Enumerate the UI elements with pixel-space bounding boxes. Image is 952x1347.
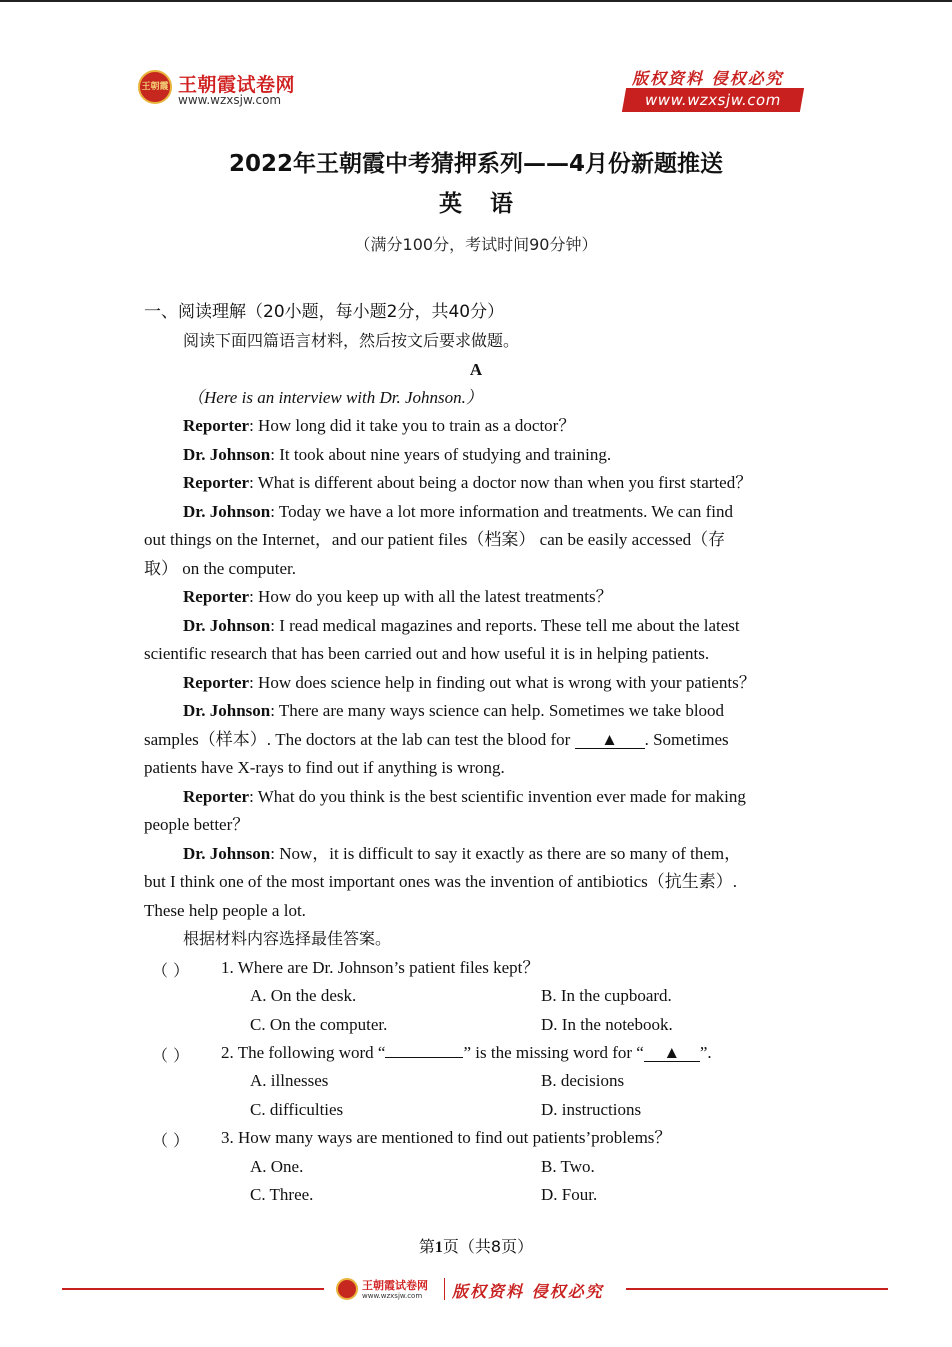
option-d[interactable]: D. Four. [541, 1185, 598, 1204]
dialogue-text: : What is different about being a doctor now than when you first started？ [249, 473, 753, 492]
dialogue-text: out things on the Internet，and our patient files（档案） can be easily accessed（存 [144, 530, 726, 549]
dialogue-line [183, 473, 752, 493]
section-instruction: 阅读下面四篇语言材料，然后按文后要求做题。 [183, 331, 520, 350]
dialogue-line [183, 616, 740, 636]
footer-logo-url: www.wzxsjw.com [362, 1292, 423, 1300]
dialogue-text: : What do you think is the best scientific invention ever made for making [249, 787, 746, 806]
dialogue-line [183, 416, 575, 436]
logo-name: 王朝霞试卷网 [178, 74, 296, 96]
page-number [0, 1234, 952, 1257]
option-c[interactable]: C. Three. [250, 1185, 314, 1204]
seal-text: 王朝霞 [141, 82, 169, 92]
option-a[interactable]: A. On the desk. [250, 986, 357, 1005]
footer-slogan: 版权资料 侵权必究 [452, 1282, 604, 1301]
answer-paren[interactable]: （ ） [152, 1131, 190, 1150]
speaker: Dr. Johnson [183, 616, 271, 635]
dialogue-text: These help people a lot. [144, 901, 306, 920]
exam-subject: 英语 [439, 191, 541, 217]
dialogue-text: : It took about nine years of studying and training. [270, 445, 612, 464]
dialogue-text: patients have X-rays to find out if anything is wrong. [144, 758, 505, 777]
dialogue-text: : I read medical magazines and reports. These tell me about the latest [270, 616, 740, 635]
speaker: Dr. Johnson [183, 701, 271, 720]
speaker: Reporter [183, 473, 250, 492]
question-text: 1. Where are Dr. Johnson’s patient files kept？ [221, 958, 540, 977]
option-d[interactable]: D. instructions [541, 1100, 642, 1119]
speaker: Reporter [183, 587, 250, 606]
option-c[interactable]: C. On the computer. [250, 1015, 388, 1034]
answer-blank: ▲ [575, 732, 645, 749]
page-post: 页（共8页） [442, 1237, 534, 1256]
logo-url: www.wzxsjw.com [178, 93, 282, 107]
dialogue-line [183, 844, 741, 864]
option-d[interactable]: D. In the notebook. [541, 1015, 673, 1034]
copyright-slogan: 版权资料 侵权必究 [632, 69, 784, 88]
speaker: Reporter [183, 787, 250, 806]
question-text [221, 1043, 712, 1063]
speaker: Reporter [183, 673, 250, 692]
dialogue-line [183, 787, 746, 807]
dialogue-text: : Now，it is difficult to say it exactly as there are so many of them， [270, 844, 742, 863]
question-text-post: ”. [699, 1043, 712, 1062]
option-c[interactable]: C. difficulties [250, 1100, 344, 1119]
footer-divider-right [626, 1288, 888, 1290]
footer-divider-left [62, 1288, 324, 1290]
dialogue-text: people better？ [144, 815, 250, 834]
dialogue-text: : There are many ways science can help. Sometimes we take blood [270, 701, 725, 720]
option-b[interactable]: B. Two. [541, 1157, 595, 1176]
seal-icon [138, 70, 172, 104]
exam-title: 2022年王朝霞中考猜押系列——4月份新题推送 [228, 151, 724, 177]
speaker: Dr. Johnson [183, 844, 271, 863]
dialogue-text: 取） on the computer. [144, 559, 297, 578]
option-a[interactable]: A. One. [250, 1157, 304, 1176]
dialogue-text: scientific research that has been carried out and how useful it is in helping patients. [144, 644, 710, 663]
speaker: Reporter [183, 416, 250, 435]
passage-label: A [469, 360, 483, 379]
dialogue-text: . Sometimes [644, 730, 729, 749]
speaker: Dr. Johnson [183, 502, 271, 521]
answer-paren[interactable]: （ ） [152, 961, 190, 980]
option-a[interactable]: A. illnesses [250, 1071, 329, 1090]
dialogue-text: : How do you keep up with all the latest treatments？ [249, 587, 613, 606]
footer-separator [444, 1278, 445, 1300]
top-border [0, 0, 952, 2]
answer-paren[interactable]: （ ） [152, 1046, 190, 1065]
dialogue-line [144, 730, 729, 750]
question-text: 3. How many ways are mentioned to find out patients’problems？ [221, 1128, 672, 1147]
dialogue-line [183, 445, 611, 465]
question-text-mid: ” is the missing word for “ [463, 1043, 644, 1062]
question-text-pre: 2. The following word “ [221, 1043, 386, 1062]
dialogue-line [183, 502, 733, 522]
dialogue-line [183, 701, 724, 721]
exam-info: （满分100分，考试时间90分钟） [354, 235, 598, 254]
url-badge[interactable]: www.wzxsjw.com [622, 88, 804, 112]
page-current: 1 [434, 1239, 443, 1256]
dialogue-text: : How does science help in finding out what is wrong with your patients？ [249, 673, 756, 692]
dialogue-text: samples（样本）. The doctors at the lab can test the blood for [144, 730, 575, 749]
dialogue-text: : Today we have a lot more information and treatments. We can find [270, 502, 734, 521]
footer-seal-icon [336, 1278, 358, 1300]
dialogue-text: but I think one of the most important ones was the invention of antibiotics（抗生素）. [144, 872, 738, 891]
site-logo[interactable] [138, 68, 318, 110]
footer-logo-name: 王朝霞试卷网 [362, 1279, 428, 1292]
option-b[interactable]: B. In the cupboard. [541, 986, 672, 1005]
speaker: Dr. Johnson [183, 445, 271, 464]
answer-blank: ▲ [644, 1045, 700, 1062]
section-heading: 一、阅读理解（20小题，每小题2分，共40分） [144, 302, 505, 322]
dialogue-line [183, 587, 613, 607]
option-b[interactable]: B. decisions [541, 1071, 625, 1090]
fill-blank [385, 1057, 463, 1058]
page-pre: 第 [418, 1237, 435, 1256]
passage-intro: （Here is an interview with Dr. Johnson.） [187, 388, 483, 407]
dialogue-line [183, 673, 756, 693]
footer-logo[interactable] [336, 1276, 448, 1304]
choose-instruction: 根据材料内容选择最佳答案。 [183, 929, 392, 948]
dialogue-text: : How long did it take you to train as a doctor？ [249, 416, 576, 435]
